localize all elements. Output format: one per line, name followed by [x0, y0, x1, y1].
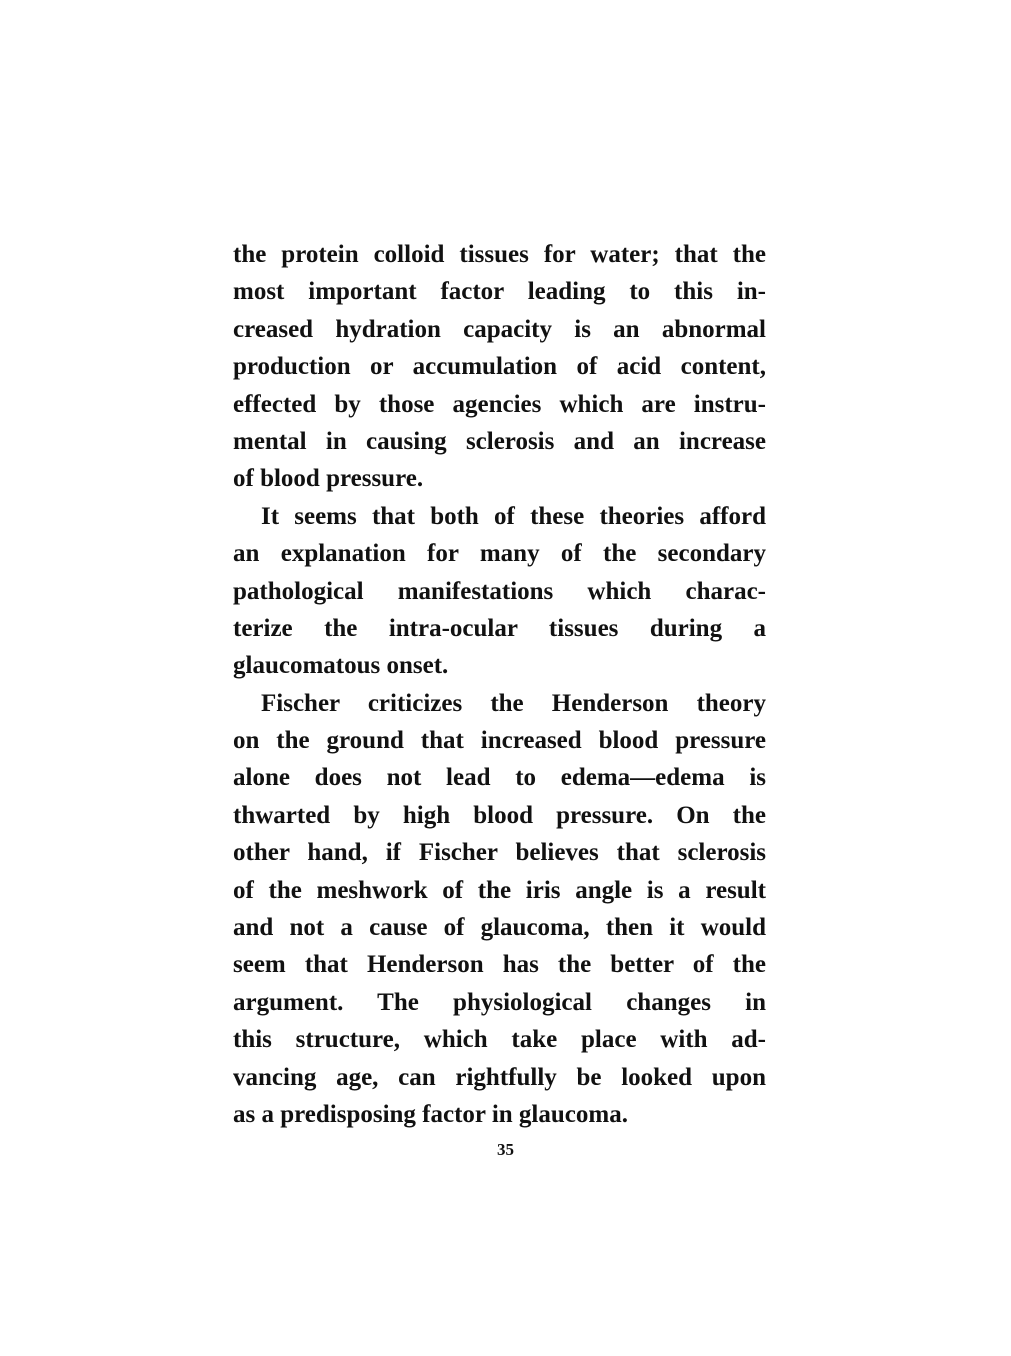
text-line: Fischer criticizes the Henderson theory [261, 689, 766, 717]
text-line: mental in causing sclerosis and an increase [233, 427, 766, 455]
text-line: this structure, which take place with ad- [233, 1026, 766, 1054]
text-line: pathological manifestations which charac- [233, 577, 766, 605]
text-line: on the ground that increased blood pressure [233, 727, 766, 755]
text-line: thwarted by high blood pressure. On the [233, 801, 766, 829]
text-line: glaucomatous onset. [233, 652, 449, 680]
page-number: 35 [497, 1140, 514, 1159]
text-line: It seems that both of these theories afford [261, 502, 766, 530]
text-line: of blood pressure. [233, 465, 424, 493]
text-line: production or accumulation of acid content, [233, 353, 766, 381]
text-line: most important factor leading to this in- [233, 278, 766, 306]
text-line: terize the intra-ocular tissues during a [233, 614, 766, 642]
text-line: seem that Henderson has the better of the [233, 951, 766, 979]
text-line: alone does not lead to edema—edema is [233, 764, 766, 792]
text-line: the protein colloid tissues for water; that the [233, 241, 766, 268]
text-line: other hand, if Fischer believes that sclerosis [233, 839, 766, 867]
text-line: argument. The physiological changes in [233, 988, 766, 1016]
text-line: and not a cause of glaucoma, then it would [233, 914, 766, 942]
body-text [233, 236, 766, 1133]
text-line: effected by those agencies which are instru- [233, 390, 766, 418]
text-line: creased hydration capacity is an abnormal [233, 315, 766, 343]
text-line: as a predisposing factor in glaucoma. [233, 1100, 628, 1128]
text-line: an explanation for many of the secondary [233, 540, 766, 568]
text-line: vancing age, can rightfully be looked upon [233, 1063, 766, 1091]
text-line: of the meshwork of the iris angle is a result [233, 876, 766, 904]
